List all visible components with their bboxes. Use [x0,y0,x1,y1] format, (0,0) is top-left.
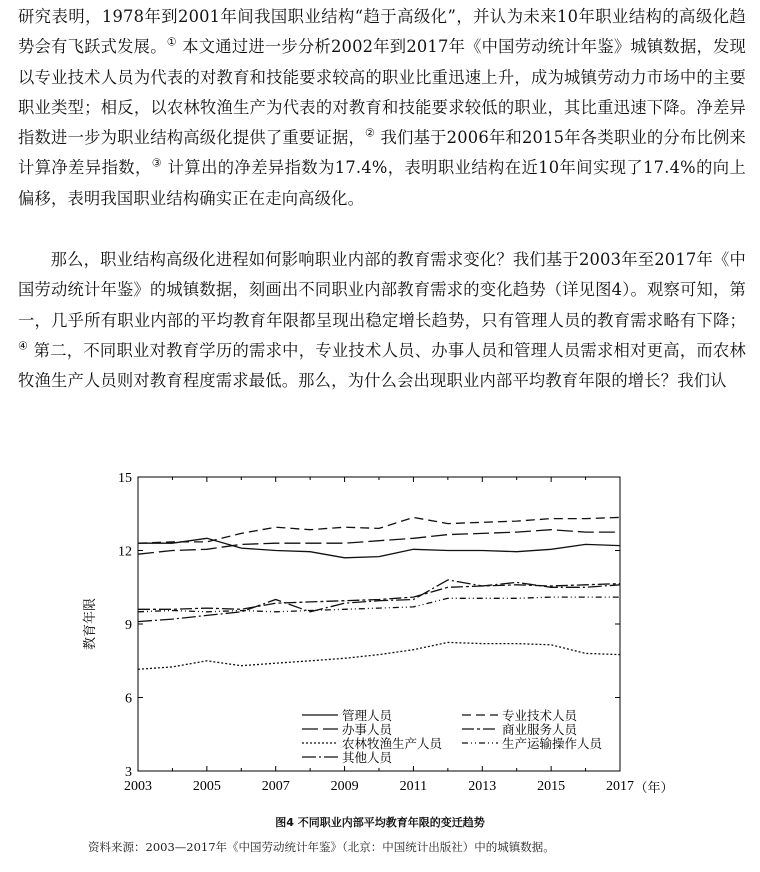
y-tick-label: 3 [125,765,132,780]
x-tick-label: 2017 [606,779,634,794]
series-line-3 [138,530,620,555]
x-tick-label: 2007 [261,779,290,794]
figure-caption: 图4 不同职业内部平均教育年限的变迁趋势 [275,816,485,829]
legend-label-3: 办事人员 [342,723,393,737]
x-axis-unit-label: （年） [634,780,674,795]
x-tick-label: 2009 [330,779,359,794]
x-tick-label: 2003 [124,779,152,794]
y-tick-label: 12 [118,544,132,560]
y-tick-label: 9 [125,618,132,633]
legend-label-5: 农林牧渔生产人员 [342,737,443,751]
figure-source-note: 资料来源：2003—2017年《中国劳动统计年鉴》（北京：中国统计出版社）中的城镇数据。 [88,840,555,854]
x-tick-label: 2015 [537,779,566,794]
para1-text-c: 我们基于2006年和2015年各类职业的分布比例来计算净差异指数， [18,128,747,178]
legend-label-2: 专业技术人员 [502,709,578,723]
para2-text-b: 第二，不同职业对教育学历的需求中，专业技术人员、办事人员和管理人员需求相对更高，而农林牧渔生产人员则对教育程度需求最低。那么，为什么会出现职业内部平均教育年限的增长？我们认 [18,340,747,391]
legend-label-6: 生产运输操作人员 [502,737,603,751]
x-tick-label: 2013 [468,779,497,794]
legend-label-1: 管理人员 [342,709,393,723]
footnote-marker-2[interactable]: ② [365,126,376,140]
para1-text-d: 计算出的净差异指数为17.4%，表明职业结构在近10年间实现了17.4%的向上偏移，表明我国职业结构确实正在走向高级化。 [18,158,746,208]
legend-label-7: 其他人员 [342,751,393,765]
legend-label-4: 商业服务人员 [502,723,578,737]
y-tick-label: 15 [118,471,132,486]
series-line-5 [138,642,620,669]
x-tick-label: 2011 [399,779,428,794]
para1-text-b: 本文通过进一步分析2002年到2017年《中国劳动统计年鉴》城镇数据，发现以专业技术人员为代表的对教育和技能要求较高的职业比重迅速上升，成为城镇劳动力市场中的主要职业类型；相反，以农林牧渔生产为代表的对教育和技能要求较低的职业，其比重迅速下降。净差异指数进一步为职业结构高级化提供了重要证据， [18,37,746,148]
para2-text-a: 那么，职业结构高级化进程如何影响职业内部的教育需求变化？我们基于2003年至2017年《中国劳动统计年鉴》的城镇数据，刻画出不同职业内部教育需求的变化趋势（详见图4）。观察可知，第一，几乎所有职业内部的平均教育年限都呈现出稳定增长趋势，只有管理人员的教育需求略有下降； [18,250,746,330]
footnote-marker-4[interactable]: ④ [18,339,29,353]
x-tick-label: 2005 [192,779,221,794]
series-line-7 [138,580,620,622]
footnote-marker-3[interactable]: ③ [151,157,163,171]
education-years-line-chart [80,462,680,802]
body-paragraph-2 [18,245,746,396]
chart-legend [302,708,604,765]
para1-text-a: 研究表明，1978年到2001年间我国职业结构“趋于高级化”，并认为未来10年职业结构的高级化趋势会有飞跃式发展。 [18,7,746,57]
footnote-marker-1[interactable]: ① [166,35,177,49]
y-axis-label: 教育年限 [82,597,97,651]
y-tick-label: 6 [125,691,132,707]
body-paragraph-1 [18,2,746,214]
